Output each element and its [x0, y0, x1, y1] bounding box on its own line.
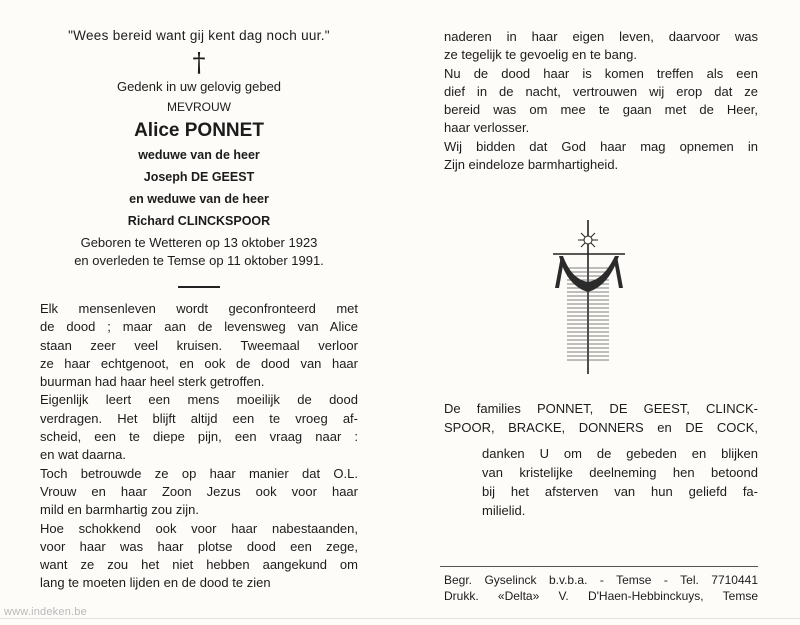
cross-with-shroud-icon [545, 218, 635, 376]
intro-line: Gedenk in uw gelovig gebed [116, 79, 282, 94]
text-line: bereid was om mee te gaan met de Heer, [444, 102, 758, 118]
text-line: Toch betrouwde ze op haar manier dat O.L. [40, 465, 358, 481]
birth-line: Geboren te Wetteren op 13 oktober 1923 [80, 235, 318, 250]
text-line: milielid. [482, 503, 526, 518]
text-line: Zijn eindeloze barmhartigheid. [444, 157, 619, 173]
paragraph [40, 520, 358, 593]
text-line: Vrouw en haar Zoon Jezus ook voor haar [40, 483, 358, 499]
paragraph [444, 28, 758, 65]
dagger-cross-icon: † [192, 48, 206, 78]
text-line: mild en barmhartig zou zijn. [40, 502, 199, 518]
text-line: Elk mensenleven wordt geconfronteerd met [40, 301, 358, 316]
eulogy-continued [444, 28, 758, 174]
paragraph [444, 138, 758, 175]
text-line: Nu de dood haar is komen treffen als een [444, 65, 758, 81]
paragraph [444, 65, 758, 138]
text-line: buurman had haar heel sterk getroffen. [40, 374, 265, 390]
text-line: want ze zou het niet hebben aangekund om [40, 557, 358, 573]
separator [178, 286, 220, 288]
text-line: de dood ; maar aan de levensweg van Alice [40, 319, 358, 335]
paragraph [40, 391, 358, 464]
text-line: lang te moeten lijden en de dood te zien [40, 575, 271, 591]
text-line: ze tegelijk te gevoelig en te bang. [444, 47, 637, 63]
widow-line-2: en weduwe van de heer [129, 192, 269, 206]
printer-line: Drukk. «Delta» V. D'Haen-Hebbinckuys, Temse [444, 589, 758, 603]
text-line: Eigenlijk leert een mens moeilijk de dood [40, 392, 358, 408]
text-line: voor haar was haar plotse dood een zege, [40, 538, 358, 554]
deceased-name: Alice PONNET [134, 120, 264, 141]
printer-info [444, 572, 758, 604]
death-line: en overleden te Temse op 11 oktober 1991. [74, 253, 324, 268]
text-line: van kristelijke deelneming hen betoond [482, 465, 758, 480]
text-line: bij het afsterven van hun geliefd fa- [482, 484, 758, 499]
bottom-edge [0, 618, 800, 619]
footer-divider [440, 566, 758, 567]
text-line: scheid, een te diepe pijn, een vraag naar : [40, 429, 358, 445]
watermark: www.indeken.be [4, 606, 87, 618]
paragraph [40, 300, 358, 391]
text-line: Wij bidden dat God haar mag opnemen in [444, 138, 758, 154]
text-line: en wat daarna. [40, 447, 127, 463]
families-text [444, 399, 758, 437]
text-line: haar verlosser. [444, 120, 530, 136]
text-line: dief in de nacht, vertrouwen wij erop dat ze [444, 83, 758, 99]
text-line: danken U om de gebeden en blijken [482, 446, 758, 461]
left-column [40, 28, 358, 593]
paragraph [40, 465, 358, 520]
text-line: verdragen. Het blijft altijd een te vroeg af- [40, 410, 358, 426]
text-line: ze haar echtgenoot, en ook de dood van haar [40, 355, 358, 371]
honorific: MEVROUW [167, 100, 231, 114]
thanks-text [482, 444, 758, 520]
text-line: SPOOR, BRACKE, DONNERS en DE COCK, [444, 420, 758, 435]
undertaker-line: Begr. Gyselinck b.v.b.a. - Temse - Tel. 7710441 [444, 573, 758, 587]
text-line: Hoe schokkend ook voor haar nabestaanden, [40, 520, 358, 536]
scripture-quote: "Wees bereid want gij kent dag noch uur." [68, 28, 330, 43]
eulogy-text [40, 300, 358, 593]
text-line: naderen in haar eigen leven, daarvoor was [444, 29, 758, 44]
text-line: staan zeer veel kruisen. Tweemaal verloor [40, 337, 358, 353]
widow-line-1: weduwe van de heer [138, 148, 260, 162]
text-line: De families PONNET, DE GEEST, CLINCK- [444, 401, 758, 416]
husband-name-2: Richard CLINCKSPOOR [127, 214, 271, 228]
right-column [444, 28, 758, 174]
husband-name-1: Joseph DE GEEST [143, 170, 255, 184]
